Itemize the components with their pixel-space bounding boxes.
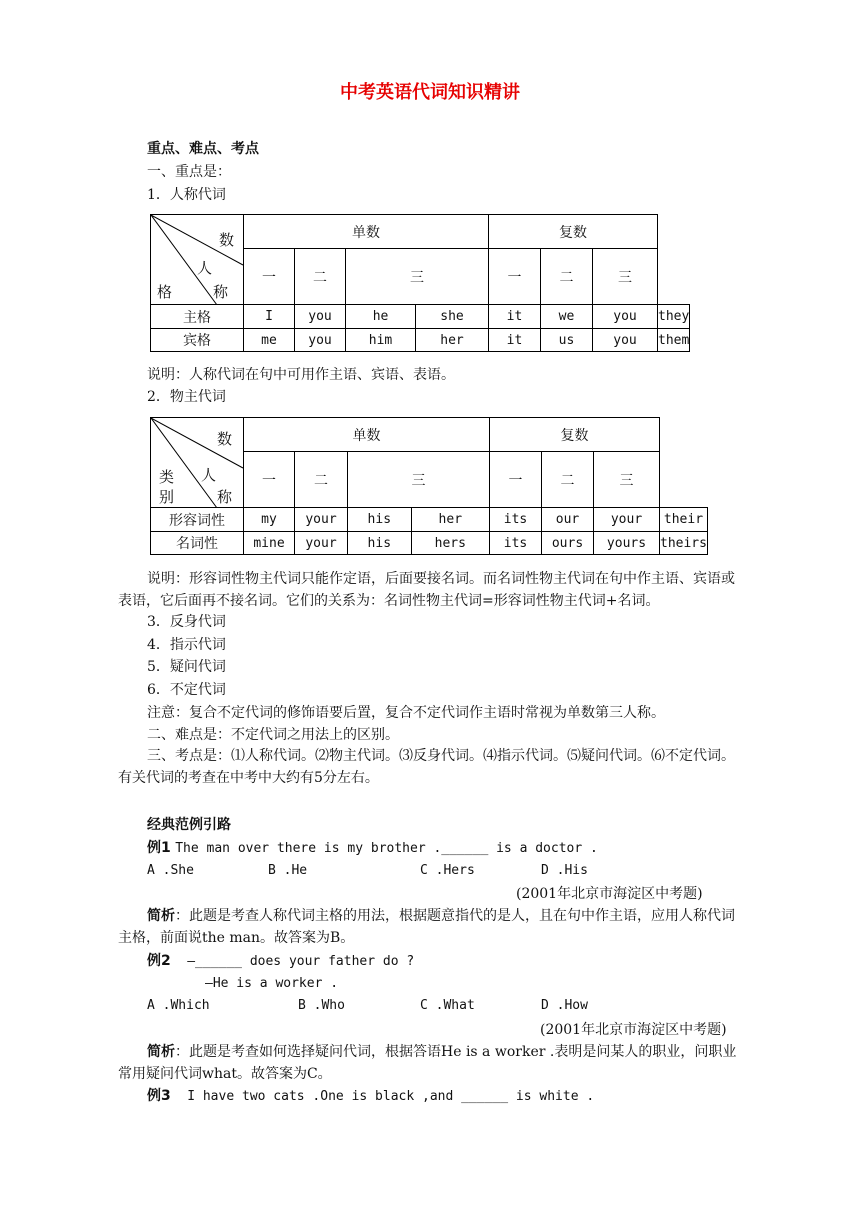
example-3 <box>147 1087 594 1106</box>
person-first-plural: 一 <box>489 249 541 305</box>
point-three: 三、考点是：⑴人称代词。⑵物主代词。⑶反身代词。⑷指示代词。⑸疑问代词。⑹不定代词。有关代词的考查在中考中大约有5分左右。 <box>118 748 735 786</box>
personal-pronoun-table <box>150 214 690 352</box>
table-cell: you <box>593 305 658 329</box>
corner-label-person: 人 <box>197 259 213 277</box>
person-third: 三 <box>348 452 490 508</box>
person-second-plural: 二 <box>541 249 593 305</box>
table-cell: she <box>416 305 489 329</box>
row-label-object: 宾格 <box>151 329 244 352</box>
option-a: A .Which <box>147 998 210 1013</box>
option-d: D .His <box>541 863 588 878</box>
analysis-label: 简析 <box>147 908 175 924</box>
table-cell: they <box>658 305 690 329</box>
corner-label-category1: 类 <box>159 468 175 486</box>
person-third: 三 <box>346 249 489 305</box>
table-cell: us <box>541 329 593 352</box>
note-personal-pronouns: 说明：人称代词在句中可用作主语、宾语、表语。 <box>147 367 455 383</box>
option-b: B .He <box>268 863 308 878</box>
table-cell: its <box>490 532 542 555</box>
example-question: I have two cats .One is black ,and ______ is white . <box>187 1089 595 1104</box>
table-cell: her <box>416 329 489 352</box>
singular-header: 单数 <box>244 215 489 249</box>
table-cell: you <box>295 305 346 329</box>
table-cell: him <box>346 329 416 352</box>
example-label: 例3 <box>147 1088 171 1104</box>
option-c: C .Hers <box>420 863 475 878</box>
table-cell: it <box>489 329 541 352</box>
note-possessive-pronouns: 说明：形容词性物主代词只能作定语，后面要接名词。而名词性物主代词在句中作主语、宾语或表语，它后面再不接名词。它们的关系为：名词性物主代词=形容词性物主代词+名词。 <box>118 571 735 609</box>
table-row <box>151 305 690 329</box>
table-row <box>151 508 708 532</box>
row-label-subject: 主格 <box>151 305 244 329</box>
option-c: C .What <box>420 998 475 1013</box>
table-cell: he <box>346 305 416 329</box>
example-label: 例2 <box>147 953 171 969</box>
row-label-adjective: 形容词性 <box>151 508 244 532</box>
table-cell: your <box>295 532 348 555</box>
page-title: 中考英语代词知识精讲 <box>340 82 520 103</box>
option-a: A .She <box>147 863 194 878</box>
table-cell: you <box>295 329 346 352</box>
example-2 <box>147 952 414 971</box>
person-second-plural: 二 <box>542 452 594 508</box>
example-analysis <box>118 905 748 949</box>
table-cell: my <box>244 508 295 532</box>
row-label-noun: 名词性 <box>151 532 244 555</box>
table-cell: yours <box>594 532 660 555</box>
item-interrogative-pronouns: 5．疑问代词 <box>147 659 226 675</box>
table-corner-cell <box>151 418 244 508</box>
person-first-plural: 一 <box>490 452 542 508</box>
plural-header: 复数 <box>489 215 658 249</box>
person-first: 一 <box>244 452 295 508</box>
corner-label-person2: 称 <box>213 283 229 301</box>
item-reflexive-pronouns: 3．反身代词 <box>147 614 226 630</box>
corner-label-person2: 称 <box>217 488 233 506</box>
example-1 <box>147 839 598 858</box>
table-cell: mine <box>244 532 295 555</box>
table-cell: their <box>660 508 708 532</box>
table-row <box>151 532 708 555</box>
table-cell: you <box>593 329 658 352</box>
person-second: 二 <box>295 249 346 305</box>
example-question: —______ does your father do ? <box>187 954 415 969</box>
example-question: The man over there is my brother .______ is a doctor . <box>175 841 598 856</box>
corner-label-number: 数 <box>217 430 233 448</box>
example-source: (2001年北京市海淀区中考题) <box>516 886 703 902</box>
table-cell: our <box>542 508 594 532</box>
plural-header: 复数 <box>490 418 660 452</box>
table-cell: ours <box>542 532 594 555</box>
person-third-plural: 三 <box>594 452 660 508</box>
corner-label-person: 人 <box>201 466 217 484</box>
table-cell: his <box>348 508 412 532</box>
item-possessive-pronouns: 2．物主代词 <box>147 389 226 405</box>
item-demonstrative-pronouns: 4．指示代词 <box>147 637 226 653</box>
corner-label-number: 数 <box>219 231 235 249</box>
possessive-pronoun-table <box>150 417 708 555</box>
analysis-text: ：此题是考查人称代词主格的用法，根据题意指代的是人，且在句中作主语，应用人称代词主格，前面说the man。故答案为B。 <box>118 908 735 946</box>
section-heading-examples: 经典范例引路 <box>147 817 231 833</box>
example-source: (2001年北京市海淀区中考题) <box>540 1022 727 1038</box>
notice-text: 注意：复合不定代词的修饰语要后置，复合不定代词作主语时常视为单数第三人称。 <box>147 705 665 721</box>
table-cell: it <box>489 305 541 329</box>
table-cell: your <box>295 508 348 532</box>
point-one: 一、重点是： <box>147 164 231 180</box>
option-d: D .How <box>541 998 588 1013</box>
example-label: 例1 <box>147 840 171 856</box>
table-corner-cell <box>151 215 244 305</box>
table-cell: hers <box>411 532 489 555</box>
person-second: 二 <box>295 452 348 508</box>
table-cell: we <box>541 305 593 329</box>
option-b: B .Who <box>298 998 345 1013</box>
table-row <box>151 329 690 352</box>
person-first: 一 <box>244 249 295 305</box>
singular-header: 单数 <box>244 418 490 452</box>
item-personal-pronouns: 1．人称代词 <box>147 187 226 203</box>
table-cell: me <box>244 329 295 352</box>
table-cell: theirs <box>660 532 708 555</box>
table-cell: your <box>594 508 660 532</box>
point-two: 二、难点是：不定代词之用法上的区别。 <box>147 727 399 743</box>
table-cell: its <box>490 508 542 532</box>
example-analysis <box>118 1041 748 1085</box>
analysis-text: ：此题是考查如何选择疑问代词，根据答语He is a worker .表明是问某人的职业，问职业常用疑问代词what。故答案为C。 <box>118 1044 737 1082</box>
example-answer-line: —He is a worker . <box>205 976 339 991</box>
corner-label-case: 格 <box>157 283 173 301</box>
analysis-label: 简析 <box>147 1044 175 1060</box>
table-cell: her <box>411 508 489 532</box>
table-cell: I <box>244 305 295 329</box>
item-indefinite-pronouns: 6．不定代词 <box>147 682 226 698</box>
table-cell: them <box>658 329 690 352</box>
section-heading: 重点、难点、考点 <box>147 141 259 157</box>
corner-label-category2: 别 <box>159 488 175 506</box>
person-third-plural: 三 <box>593 249 658 305</box>
table-cell: his <box>348 532 412 555</box>
